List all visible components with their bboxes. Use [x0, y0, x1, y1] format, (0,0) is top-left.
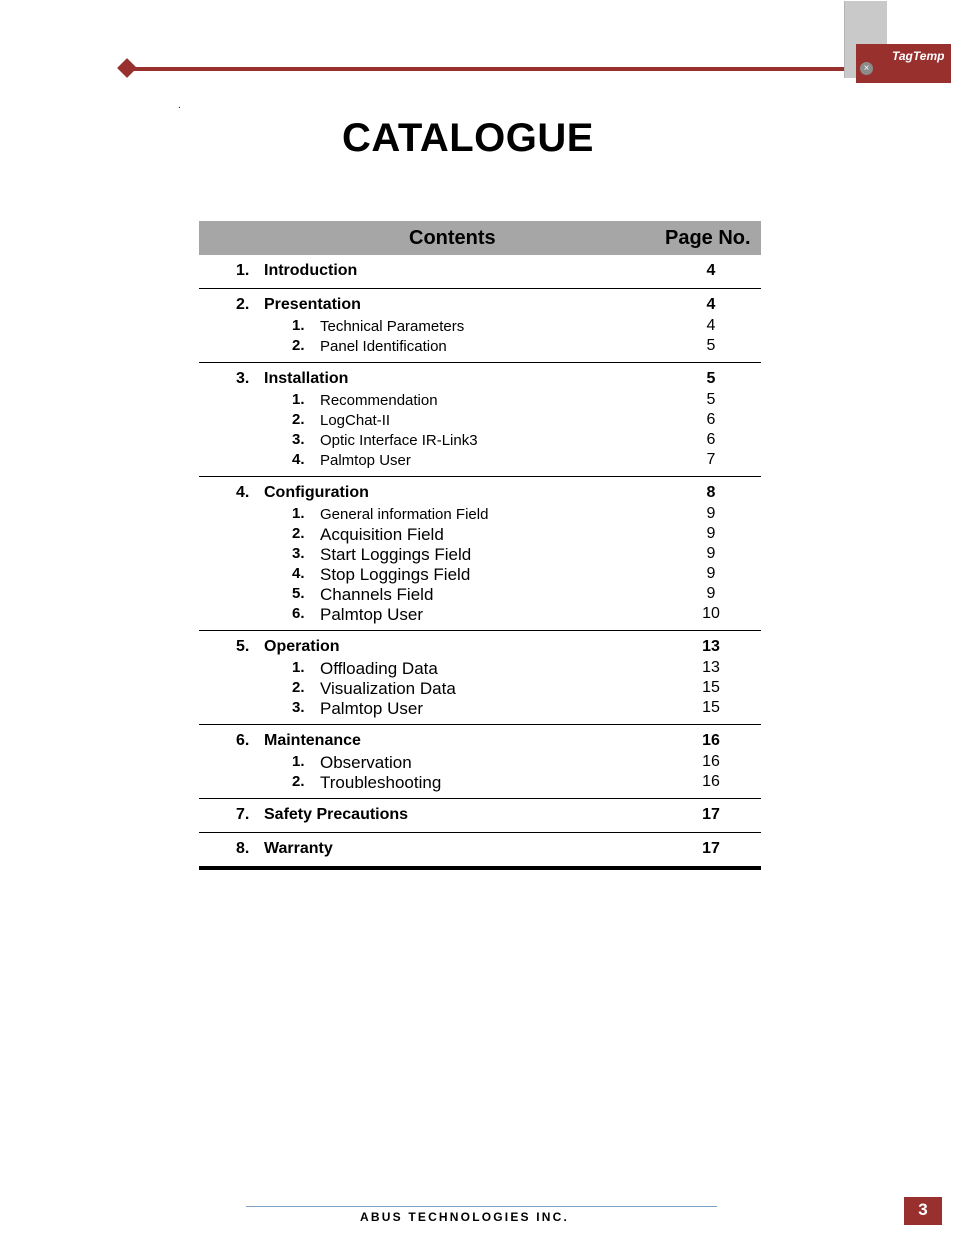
toc-section — [199, 799, 761, 833]
subsection-number: 2. — [292, 773, 305, 790]
section-number: 5. — [236, 638, 250, 655]
subsection-number: 2. — [292, 679, 305, 696]
section-number: 8. — [236, 840, 250, 857]
section-page: 17 — [702, 840, 720, 857]
toc-subrow — [199, 679, 761, 699]
subsection-title: Panel Identification — [320, 338, 447, 355]
section-number: 2. — [236, 296, 250, 313]
subsection-number: 3. — [292, 545, 305, 562]
toc-subrow — [199, 605, 761, 625]
toc-subrow — [199, 391, 761, 411]
subsection-number: 2. — [292, 525, 305, 542]
section-page: 4 — [706, 296, 716, 313]
page-title: CATALOGUE — [342, 116, 594, 160]
subsection-title: Channels Field — [320, 585, 434, 604]
subsection-title: Technical Parameters — [320, 318, 465, 335]
subsection-number: 2. — [292, 337, 305, 354]
toc-subrow — [199, 753, 761, 773]
subsection-page: 6 — [706, 411, 716, 428]
toc-subrow — [199, 525, 761, 545]
subsection-number: 2. — [292, 411, 305, 428]
section-page: 8 — [706, 484, 716, 501]
toc-subrow — [199, 545, 761, 565]
section-title: Maintenance — [264, 732, 361, 749]
toc-section — [199, 255, 761, 289]
subsection-number: 1. — [292, 391, 305, 408]
toc-row — [199, 484, 761, 505]
toc-section — [199, 289, 761, 363]
subsection-page: 10 — [702, 605, 720, 622]
subsection-title: General information Field — [320, 506, 489, 523]
section-title: Warranty — [264, 840, 333, 857]
close-circle-icon: × — [860, 62, 873, 75]
subsection-title: Palmtop User — [320, 452, 411, 469]
toc-section — [199, 363, 761, 477]
subsection-page: 7 — [706, 451, 716, 468]
subsection-title: Offloading Data — [320, 659, 438, 678]
toc-subrow — [199, 699, 761, 719]
section-page: 17 — [702, 806, 720, 823]
table-body — [199, 255, 761, 870]
subsection-page: 16 — [702, 753, 720, 770]
table-header — [199, 221, 761, 255]
subsection-number: 6. — [292, 605, 305, 622]
section-page: 4 — [706, 262, 716, 279]
page-number-badge: 3 — [904, 1197, 942, 1225]
toc-section — [199, 833, 761, 870]
section-title: Introduction — [264, 262, 358, 279]
section-number: 7. — [236, 806, 250, 823]
footer-company: ABUS TECHNOLOGIES INC. — [360, 1210, 570, 1224]
section-number: 6. — [236, 732, 250, 749]
toc-subrow — [199, 505, 761, 525]
toc-subrow — [199, 585, 761, 605]
subsection-page: 5 — [706, 391, 716, 408]
subsection-title: Observation — [320, 753, 412, 772]
section-page: 13 — [702, 638, 720, 655]
toc-row — [199, 370, 761, 391]
section-page: 5 — [706, 370, 716, 387]
header-rule — [126, 67, 846, 71]
subsection-title: Palmtop User — [320, 699, 423, 718]
subsection-title: Stop Loggings Field — [320, 565, 471, 584]
contents-column-header: Contents — [409, 227, 496, 249]
footer-rule — [246, 1206, 717, 1207]
toc-row — [199, 732, 761, 753]
section-title: Operation — [264, 638, 340, 655]
subsection-page: 15 — [702, 679, 720, 696]
subsection-title: LogChat-II — [320, 412, 391, 429]
toc-section — [199, 477, 761, 631]
subsection-number: 4. — [292, 451, 305, 468]
subsection-number: 1. — [292, 753, 305, 770]
toc-row — [199, 840, 761, 861]
subsection-page: 9 — [706, 505, 716, 522]
subsection-title: Troubleshooting — [320, 773, 442, 792]
subsection-page: 16 — [702, 773, 720, 790]
subsection-number: 3. — [292, 431, 305, 448]
section-title: Configuration — [264, 484, 369, 501]
subsection-number: 1. — [292, 659, 305, 676]
subsection-title: Visualization Data — [320, 679, 456, 698]
subsection-page: 13 — [702, 659, 720, 676]
subsection-title: Acquisition Field — [320, 525, 444, 544]
contents-table — [199, 221, 761, 870]
toc-subrow — [199, 431, 761, 451]
toc-subrow — [199, 451, 761, 471]
subsection-page: 5 — [706, 337, 716, 354]
subsection-number: 3. — [292, 699, 305, 716]
toc-section — [199, 725, 761, 799]
section-number: 1. — [236, 262, 250, 279]
toc-row — [199, 296, 761, 317]
section-title: Presentation — [264, 296, 361, 313]
toc-section — [199, 631, 761, 725]
subsection-title: Start Loggings Field — [320, 545, 472, 564]
subsection-page: 4 — [706, 317, 716, 334]
section-title: Safety Precautions — [264, 806, 409, 823]
subsection-title: Recommendation — [320, 392, 438, 409]
toc-subrow — [199, 411, 761, 431]
subsection-page: 9 — [706, 525, 716, 542]
subsection-number: 1. — [292, 505, 305, 522]
subsection-number: 1. — [292, 317, 305, 334]
toc-row — [199, 806, 761, 827]
subsection-number: 5. — [292, 585, 305, 602]
toc-subrow — [199, 773, 761, 793]
subsection-page: 15 — [702, 699, 720, 716]
subsection-page: 9 — [706, 565, 716, 582]
toc-subrow — [199, 317, 761, 337]
page-column-header: Page No. — [665, 227, 751, 249]
toc-subrow — [199, 337, 761, 357]
brand-label: TagTemp — [892, 49, 945, 63]
toc-subrow — [199, 659, 761, 679]
subsection-title: Palmtop User — [320, 605, 423, 624]
section-page: 16 — [702, 732, 720, 749]
diamond-icon — [117, 58, 137, 78]
subsection-page: 6 — [706, 431, 716, 448]
section-title: Installation — [264, 370, 349, 387]
toc-row — [199, 262, 761, 283]
section-number: 4. — [236, 484, 250, 501]
section-number: 3. — [236, 370, 250, 387]
subsection-number: 4. — [292, 565, 305, 582]
subsection-page: 9 — [706, 545, 716, 562]
stray-mark: . — [178, 100, 181, 111]
toc-subrow — [199, 565, 761, 585]
toc-row — [199, 638, 761, 659]
subsection-page: 9 — [706, 585, 716, 602]
subsection-title: Optic Interface IR-Link3 — [320, 432, 478, 449]
